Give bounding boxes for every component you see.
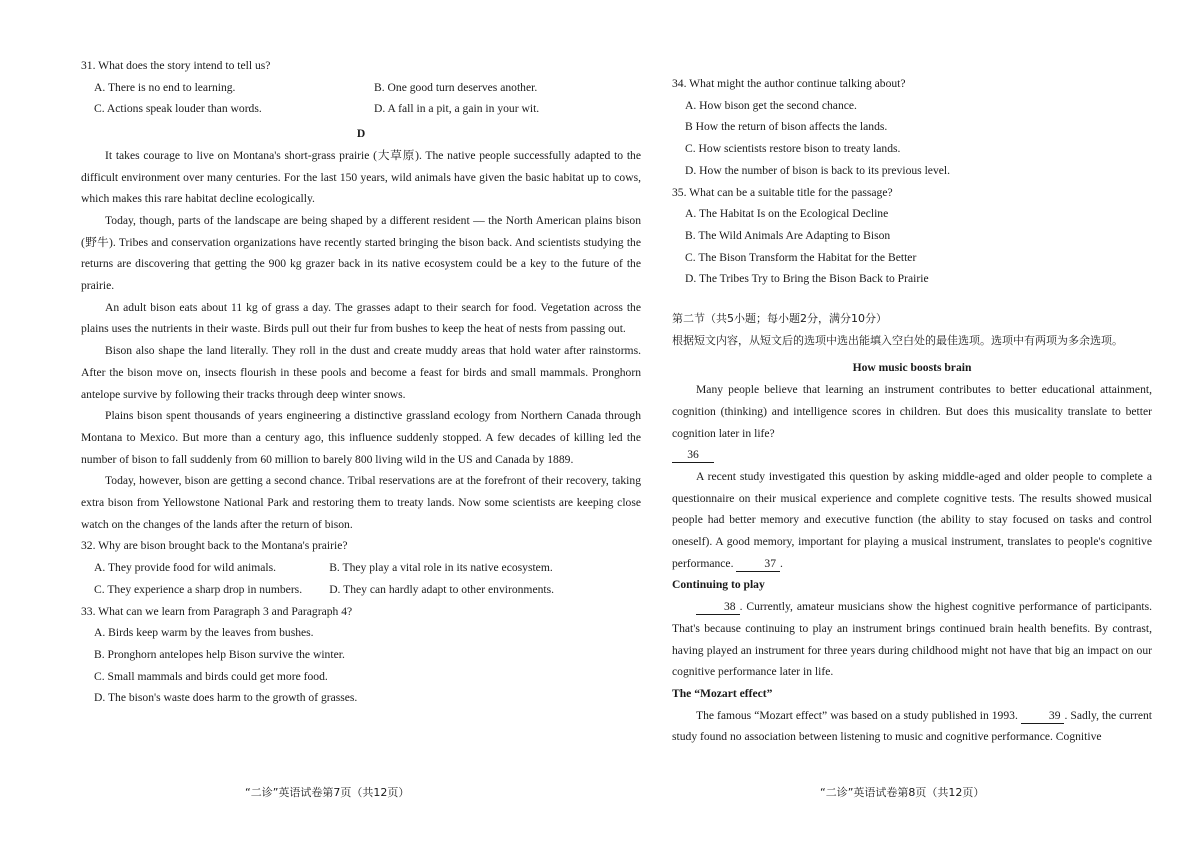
passage-paragraph-3: An adult bison eats about 11 kg of grass a day. The grasses adapt to their search for food. Vegetation across the plains uses the nutrients in their waste. Birds pull out their fur from bushes to keep the heat of nests from passing out. [81, 300, 641, 336]
option-31d: D. A fall in a pit, a gain in your wit. [374, 102, 540, 116]
music-paragraph-4-text: The famous “Mozart effect” was based on a study published in 1993. [696, 708, 1018, 722]
section-instructions: 根据短文内容，从短文后的选项中选出能填入空白处的最佳选项。选项中有两项为多余选项。 [672, 333, 1123, 347]
passage-paragraph-2: Today, though, parts of the landscape are being shaped by a different resident — the North American plains bison (野牛). Tribes and conservation organizations have recently started bringing the bison back. And scientists studying the returns are discovering that getting the 900 kg grazer back in its native ecosystem could be a key to the future of the prairie. [81, 213, 641, 293]
option-31a: A. There is no end to learning. [94, 80, 236, 94]
question-32-options [81, 557, 641, 600]
option-35d: D. The Tribes Try to Bring the Bison Back to Prairie [685, 272, 929, 286]
right-page [672, 73, 1152, 748]
music-paragraph-2-text: A recent study investigated this question by asking middle-aged and older people to complete a questionnaire on their musical experience and complete cognitive tests. The results showed musical people had better memory and executive function (the ability to stay focused on tasks and control oneself). A good memory, important for playing a musical instrument, translates to people's cognitive performance. [672, 469, 1152, 570]
option-35a: A. The Habitat Is on the Ecological Decline [685, 207, 889, 221]
question-34: 34. What might the author continue talking about? [672, 77, 906, 90]
option-34c: C. How scientists restore bison to treaty lands. [685, 142, 901, 156]
question-31-options [81, 77, 641, 120]
option-31b: B. One good turn deserves another. [374, 80, 538, 94]
heading-mozart-effect: The “Mozart effect” [672, 686, 773, 700]
option-33c: C. Small mammals and birds could get more food. [94, 669, 328, 683]
question-32: 32. Why are bison brought back to the Montana's prairie? [81, 539, 348, 553]
passage-paragraph-5: Plains bison spent thousands of years engineering a distinctive grassland ecology from Northern Canada through Montana to Mexico. But more than a century ago, this influence suddenly stopped. A few decades of killing led the number of bison to fall suddenly from 60 million to barely 800 living wild in the US and Canada by 1889. [81, 409, 641, 466]
blank-37: 37 [736, 557, 780, 572]
question-33-options [81, 622, 641, 709]
music-paragraph-4 [672, 705, 1152, 748]
passage-paragraph-4: Bison also shape the land literally. They roll in the dust and create muddy areas that hold water after rainstorms. After the bison move on, insects flourish in these pools and become a feast for birds and small mammals. Pronghorn antelope survive by following their tracks through deep winter snows. [81, 344, 641, 401]
option-33b: B. Pronghorn antelopes help Bison survive the winter. [94, 647, 345, 661]
music-paragraph-4-tail: . Sadly, the current study found no association between listening to music and cognitive performance. Cognitive [672, 708, 1153, 744]
option-31c: C. Actions speak louder than words. [94, 102, 262, 116]
blank-39: 39 [1021, 709, 1065, 724]
option-33d: D. The bison's waste does harm to the growth of grasses. [94, 691, 358, 705]
passage-title: How music boosts brain [852, 361, 972, 375]
option-34a: A. How bison get the second chance. [685, 98, 857, 112]
music-paragraph-3-text: . Currently, amateur musicians show the highest cognitive performance of participants. That's because continuing to play an instrument brings continued brain health benefits. By contrast, having played an instrument for three years during childhood might not have that big an impact on our cognitive performance later in life. [672, 600, 1152, 679]
heading-continuing-to-play: Continuing to play [672, 578, 765, 592]
question-35: 35. What can be a suitable title for the passage? [672, 185, 893, 199]
music-paragraph-3 [672, 596, 1152, 683]
section-header: 第二节（共5小题；每小题2分，满分10分） [672, 312, 887, 326]
option-35c: C. The Bison Transform the Habitat for the Better [685, 250, 917, 264]
option-32b: B. They play a vital role in its native ecosystem. [329, 561, 553, 575]
left-page [81, 55, 641, 709]
option-32a: A. They provide food for wild animals. [94, 561, 277, 575]
option-35b: B. The Wild Animals Are Adapting to Bison [685, 228, 891, 242]
right-page-footer: “二诊”英语试卷第8页（共12页） [820, 786, 985, 799]
question-33: 33. What can we learn from Paragraph 3 and Paragraph 4? [81, 604, 353, 618]
question-34-options [672, 95, 1152, 182]
question-35-options [672, 203, 1152, 290]
blank-36-line [672, 444, 1152, 466]
option-34b: B How the return of bison affects the lands. [685, 120, 888, 134]
music-paragraph-2: A recent study investigated this question by asking middle-aged and older people to complete a questionnaire on their musical experience and complete cognitive tests. The results showed musical people had better memory and executive function (the ability to stay focused on tasks and control oneself). A good memory, important for playing a musical instrument, translates to people's cognitive performance. 37 . [672, 469, 1152, 570]
passage-paragraph-1: It takes courage to live on Montana's short-grass prairie (大草原). The native people successfully adapted to the difficult environment over many centuries. For the last 150 years, wild animals have given the basic habitat up to cows, which makes this rare habitat decline ecologically. [81, 148, 641, 206]
music-paragraph-1: Many people believe that learning an instrument contributes to better educational attainment, cognition (thinking) and intelligence scores in children. But does this musicality translate to better cognition later in life? [672, 383, 1152, 440]
option-32c: C. They experience a sharp drop in numbers. [94, 582, 303, 596]
left-page-footer: “二诊”英语试卷第7页（共12页） [245, 786, 410, 799]
option-34d: D. How the number of bison is back to its previous level. [685, 163, 951, 177]
option-32d: D. They can hardly adapt to other environments. [329, 582, 555, 596]
blank-36: 36 [672, 448, 714, 463]
blank-38: 38 [696, 600, 740, 615]
option-33a: A. Birds keep warm by the leaves from bushes. [94, 626, 314, 640]
section-letter: D [356, 127, 366, 141]
passage-paragraph-6: Today, however, bison are getting a second chance. Tribal reservations are at the forefront of their recovery, taking extra bison from Yellowstone National Park and restoring them to treaty lands. Now some scientists are keeping close watch on the changes of the lands after the return of bison. [81, 474, 641, 531]
question-31: 31. What does the story intend to tell us? [81, 59, 271, 72]
